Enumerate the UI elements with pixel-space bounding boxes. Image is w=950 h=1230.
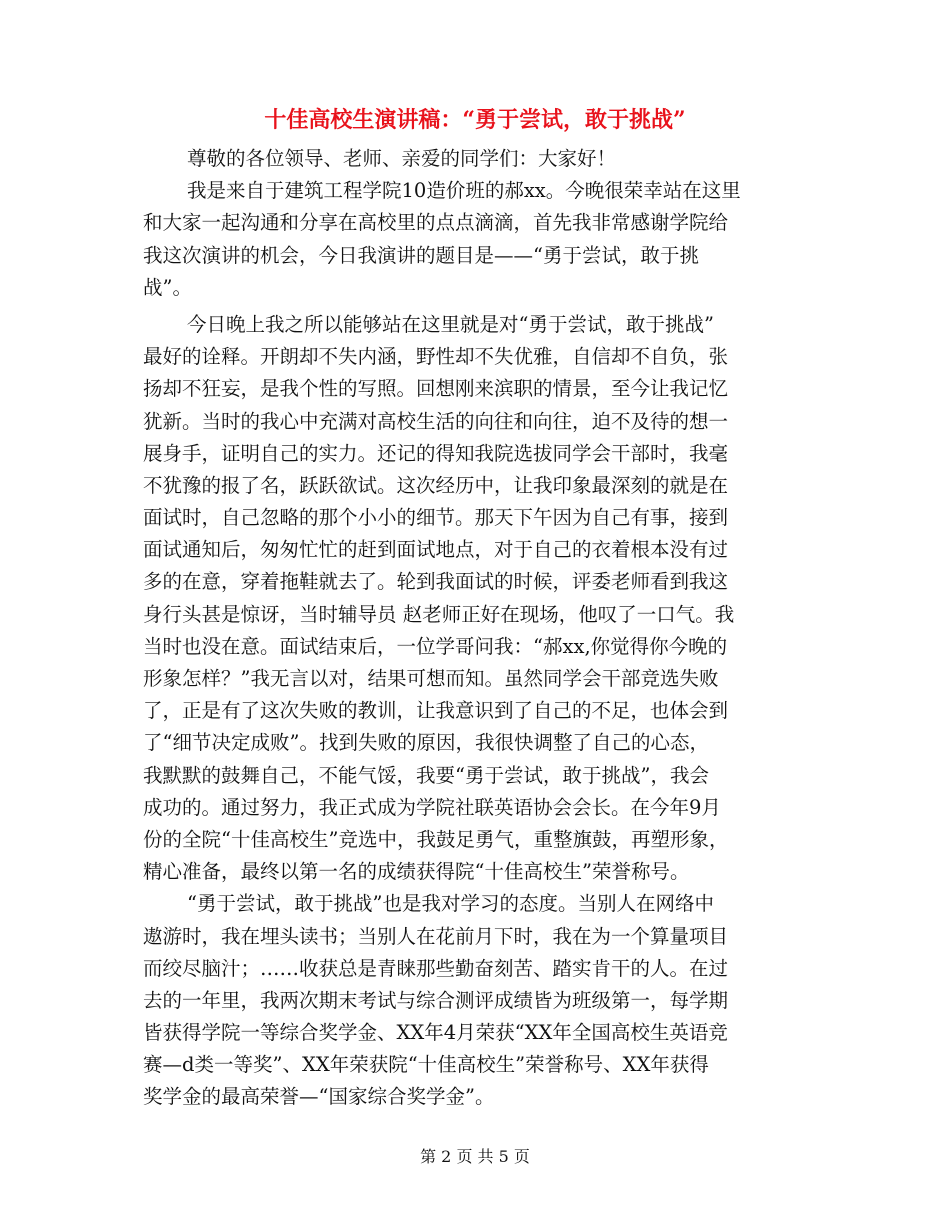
paragraph-greeting — [143, 143, 818, 175]
text-line: 展身手，证明自己的实力。还记的得知我院选拔同学会干部时，我毫 — [143, 441, 729, 465]
paragraph-study-attitude — [143, 888, 818, 1113]
text-line: 面试通知后，匆匆忙忙的赶到面试地点，对于自己的衣着根本没有过 — [143, 538, 729, 562]
text-line: 形象怎样？”我无言以对，结果可想而知。虽然同学会干部竞选失败 — [143, 667, 719, 690]
text-line: 我这次演讲的机会，今日我演讲的题目是——“勇于尝试，敢于挑 — [143, 243, 699, 267]
text-line: 奖学金的最高荣誉—“国家综合奖学金”。 — [143, 1085, 495, 1109]
text-line: 我默默的鼓舞自己，不能气馁，我要“勇于尝试，敢于挑战”，我会 — [143, 763, 709, 787]
text-line: 不犹豫的报了名，跃跃欲试。这次经历中，让我印象最深刻的就是在 — [143, 473, 729, 497]
text-line: 赛—d类一等奖”、XX年荣获院“十佳高校生”荣誉称号、XX年获得 — [143, 1053, 709, 1077]
text-line: 扬却不狂妄，是我个性的写照。回想刚来滨职的情景，至今让我记忆 — [143, 377, 729, 401]
text-line: 成功的。通过努力，我正式成为学院社联英语协会会长。在今年9月 — [143, 795, 721, 819]
text-line: 多的在意，穿着拖鞋就去了。轮到我面试的时候，评委老师看到我这 — [143, 570, 729, 594]
text-line: 当时也没在意。面试结束后，一位学哥问我：“郝xx,你觉得你今晚的 — [143, 634, 728, 658]
text-line: 今日晚上我之所以能够站在这里就是对“勇于尝试，敢于挑战” — [187, 312, 714, 336]
text-line: 而绞尽脑汁；……收获总是青睐那些勤奋刻苦、踏实肯干的人。在过 — [143, 956, 729, 980]
text-line: 了，正是有了这次失败的教训，让我意识到了自己的不足，也体会到 — [143, 699, 729, 723]
text-line: 面试时，自己忽略的那个小小的细节。那天下午因为自己有事，接到 — [143, 506, 729, 530]
text-line: 去的一年里，我两次期末考试与综合测评成绩皆为班级第一，每学期 — [143, 988, 729, 1012]
paragraph-experience — [143, 309, 818, 888]
text-line: 尊敬的各位领导、老师、亲爱的同学们：大家好！ — [187, 147, 617, 170]
text-line: 犹新。当时的我心中充满对高校生活的向往和向往，迫不及待的想一 — [143, 409, 729, 433]
page-footer: 第 2 页 共 5 页 — [420, 1147, 530, 1166]
text-line: 战”。 — [143, 275, 192, 299]
text-line: 份的全院“十佳高校生”竞选中，我鼓足勇气，重整旗鼓，再塑形象， — [143, 827, 729, 851]
text-line: 身行头甚是惊讶，当时辅导员 赵老师正好在现场，他叹了一口气。我 — [143, 602, 735, 626]
text-line: 遨游时，我在埋头读书；当别人在花前月下时，我在为一个算量项目 — [143, 924, 729, 948]
text-line: 和大家一起沟通和分享在高校里的点点滴滴，首先我非常感谢学院给 — [143, 211, 729, 235]
text-line: “勇于尝试，敢于挑战”也是我对学习的态度。当别人在网络中 — [187, 892, 714, 916]
paragraph-introduction — [143, 175, 818, 304]
document-title: 十佳高校生演讲稿：“勇于尝试，敢于挑战” — [264, 107, 686, 133]
text-line: 我是来自于建筑工程学院10造价班的郝xx。今晚很荣幸站在这里 — [187, 179, 741, 203]
text-line: 了“细节决定成败”。找到失败的原因，我很快调整了自己的心态， — [143, 731, 709, 755]
document-body — [143, 143, 818, 1114]
text-line: 精心准备，最终以第一名的成绩获得院“十佳高校生”荣誉称号。 — [143, 860, 690, 884]
text-line: 皆获得学院一等综合奖学金、XX年4月荣获“XX年全国高校生英语竞 — [143, 1021, 728, 1045]
text-line: 最好的诠释。开朗却不失内涵，野性却不失优雅，自信却不自负，张 — [143, 345, 729, 369]
